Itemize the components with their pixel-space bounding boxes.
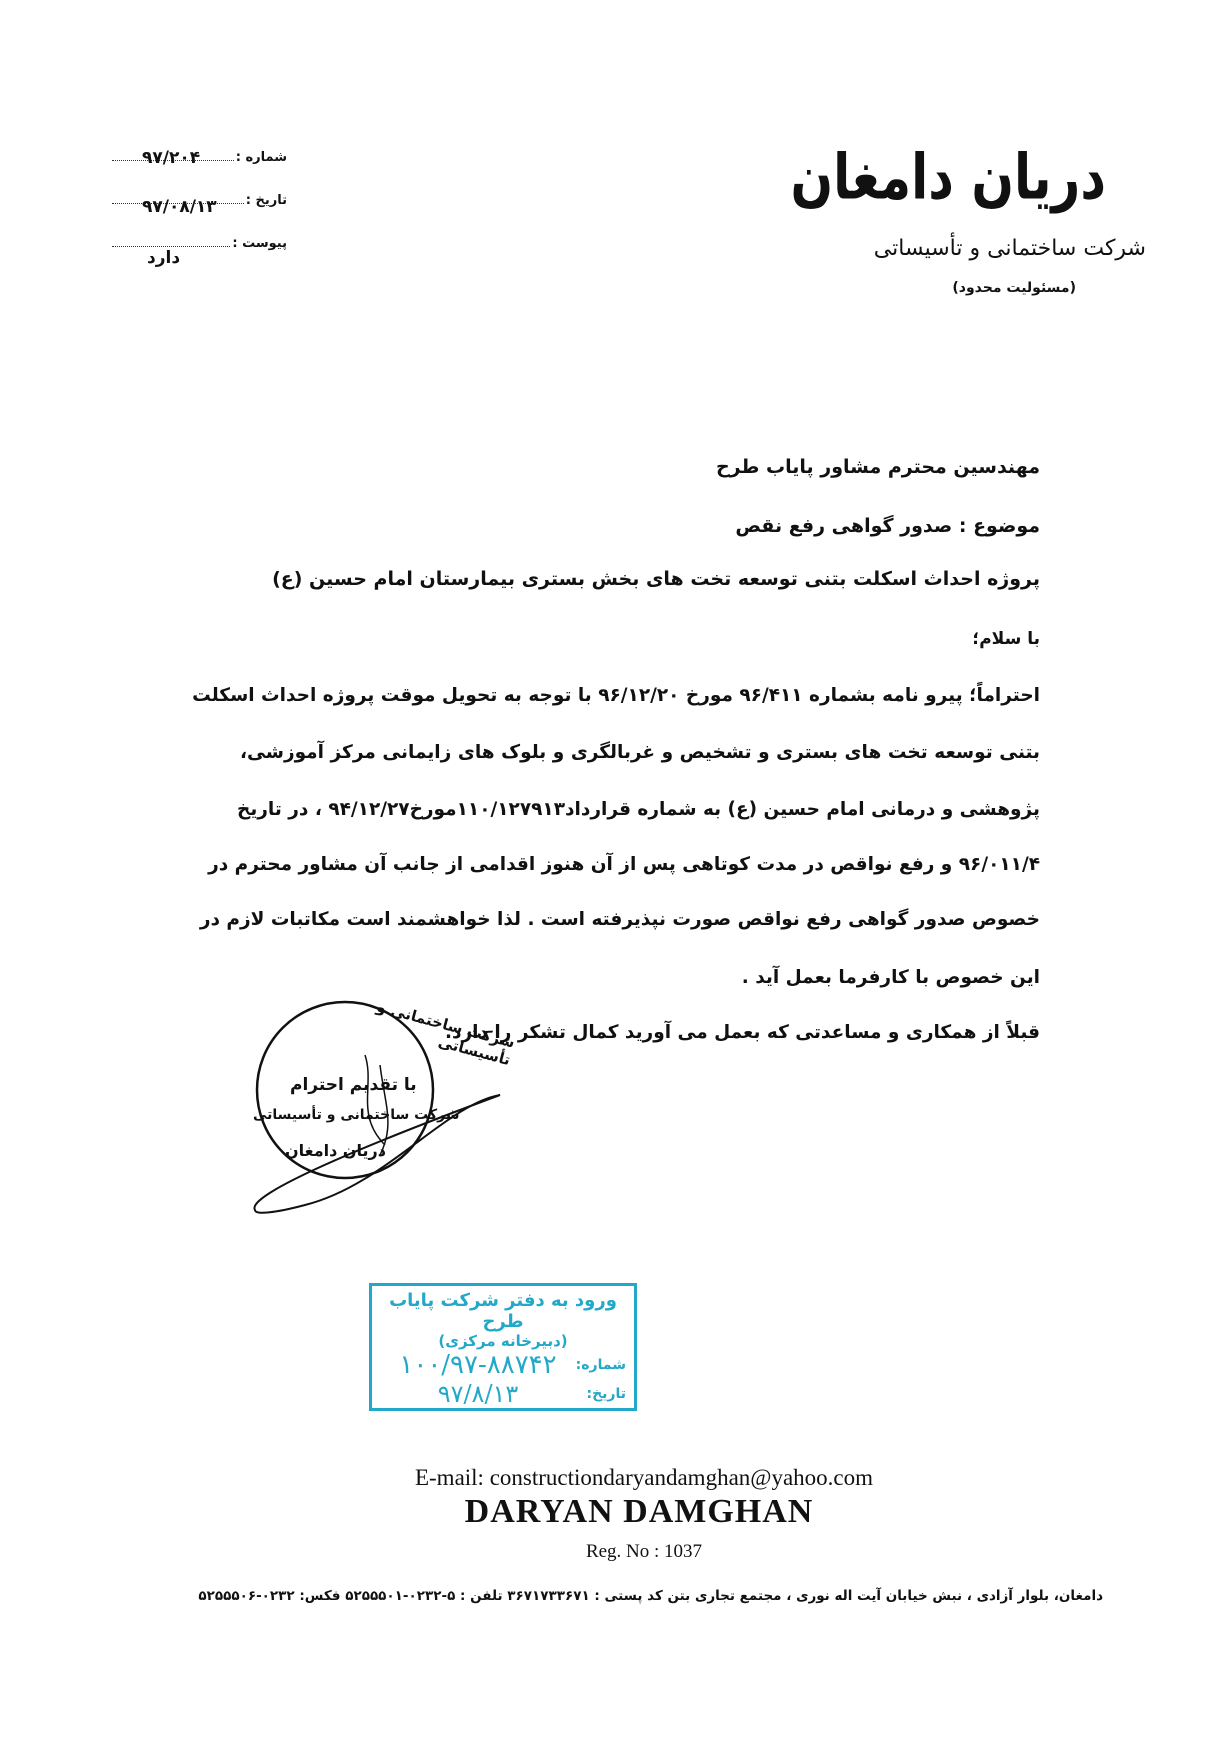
- number-label: شماره :: [235, 150, 287, 165]
- receipt-stamp-title: ورود به دفتر شرکت پایاب طرح: [389, 1290, 617, 1332]
- letter-attachment: [112, 236, 287, 268]
- body-line: بتنی توسعه تخت های بستری و تشخیص و غربالگری و بلوک های زایمانی مرکز آموزشی،: [240, 742, 1040, 763]
- date-label: تاریخ :: [245, 193, 287, 208]
- receipt-stamp: [369, 1283, 637, 1411]
- number-value: ۹۷/۲۰۴: [142, 148, 201, 168]
- body-line: احتراماً؛ پیرو نامه بشماره ۹۶/۴۱۱ مورخ ۹۶/۱۲/۲۰ با توجه به تحویل موقت پروژه احداث اسکلت: [192, 685, 1040, 706]
- footer-address: دامغان، بلوار آزادی ، نبش خیابان آیت اله نوری ، مجتمع تجاری بتن کد پستی : ۳۶۷۱۷۳۳۶۷۱ تلفن : ۵-۰۲۳۲-۵۲۵۵۵۰۱ فکس: ۰۲۳۲-۵۲۵۵۵۰۶: [198, 1588, 1103, 1604]
- body-line: این خصوص با کارفرما بعمل آید .: [741, 967, 1040, 988]
- receipt-stamp-subtitle: (دبیرخانه مرکزی): [438, 1332, 568, 1350]
- body-line: خصوص صدور گواهی رفع نواقص صورت نپذیرفته است . لذا خواهشمند است مکاتبات لازم در: [199, 909, 1040, 930]
- stamp-ring-text: شرکت ساختمانی و تأسیساتی: [374, 997, 517, 1070]
- signature-stamp: [245, 995, 515, 1225]
- receipt-date-label: تاریخ:: [586, 1386, 626, 1402]
- project-title: پروژه احداث اسکلت بتنی توسعه تخت های بخش بستری بیمارستان امام حسین (ع): [272, 568, 1040, 590]
- subject: موضوع : صدور گواهی رفع نقص: [735, 515, 1040, 537]
- receipt-number-label: شماره:: [575, 1357, 626, 1373]
- date-value: ۹۷/۰۸/۱۳: [142, 197, 217, 217]
- footer-brand: DARYAN DAMGHAN: [464, 1493, 814, 1530]
- attachment-label: پیوست :: [232, 236, 287, 251]
- attachment-value: دارد: [147, 248, 181, 268]
- recipient: مهندسین محترم مشاور پایاب طرح: [715, 456, 1040, 478]
- receipt-date-value: ۹۷/۸/۱۳: [437, 1380, 519, 1408]
- stamp-line-2: شرکت ساختمانی و تأسیساتی: [253, 1107, 460, 1123]
- footer-reg-number: Reg. No : 1037: [585, 1541, 703, 1562]
- letter-number: [112, 148, 287, 168]
- liability-note: (مسئولیت محدود): [952, 280, 1076, 296]
- stamp-line-1: با تقدیم احترام: [290, 1075, 417, 1095]
- letter-date: [112, 193, 287, 217]
- stamp-line-3: دریان دامغان: [285, 1141, 386, 1160]
- closing-line: قبلاً از همکاری و مساعدتی که بعمل می آورید کمال تشکر را دارد.: [444, 1022, 1040, 1043]
- body-line: پژوهشی و درمانی امام حسین (ع) به شماره قرارداد۱۱۰/۱۲۷۹۱۳مورخ۹۴/۱۲/۲۷ ، در تاریخ: [236, 799, 1040, 820]
- greeting: با سلام؛: [972, 629, 1040, 649]
- company-logo: دریان دامغان: [790, 140, 1106, 214]
- footer-email: E-mail: constructiondaryandamghan@yahoo.com: [414, 1465, 874, 1490]
- body-line: ۹۶/۰۱۱/۴ و رفع نواقص در مدت کوتاهی پس از آن هنوز اقدامی از جانب آن مشاور محترم در: [208, 854, 1040, 875]
- company-type: شرکت ساختمانی و تأسیساتی: [873, 236, 1146, 261]
- receipt-number-value: ۱۰۰/۹۷-۸۸۷۴۲: [399, 1350, 557, 1380]
